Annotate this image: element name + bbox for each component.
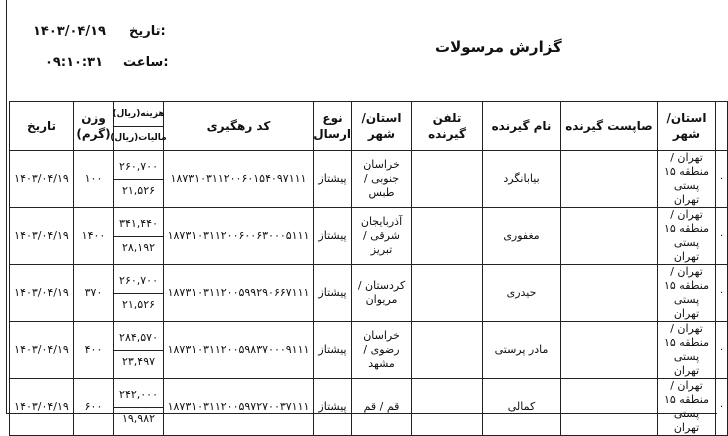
row-weight bbox=[74, 322, 114, 379]
row-origin bbox=[658, 265, 716, 322]
row-dot-text: ۰ bbox=[718, 173, 725, 184]
table-row bbox=[10, 151, 728, 208]
row-sender bbox=[561, 379, 658, 436]
row-cost: ۲۶۰,۷۰۰ bbox=[114, 269, 163, 294]
row-weight-text: ۳۷۰ bbox=[84, 286, 103, 299]
row-dot-text: ۰ bbox=[718, 401, 725, 412]
row-send-type-text: پیشتاز bbox=[318, 343, 347, 356]
report-time-label: ساعت: bbox=[123, 55, 169, 70]
row-tracking-code bbox=[164, 379, 314, 436]
row-destination-text: خراسان رضوی / مشهد bbox=[363, 329, 400, 370]
row-date-text: ۱۴۰۳/۰۴/۱۹ bbox=[14, 400, 69, 413]
col-header-date: تاریخ bbox=[10, 102, 74, 151]
report-date-value: ۱۴۰۳/۰۴/۱۹ bbox=[33, 24, 106, 39]
row-tracking-code bbox=[164, 265, 314, 322]
row-receiver-phone bbox=[412, 322, 483, 379]
row-date-text: ۱۴۰۳/۰۴/۱۹ bbox=[14, 172, 69, 185]
col-header-receiver-name: نام گیرنده bbox=[483, 102, 561, 151]
row-receiver-name bbox=[483, 265, 561, 322]
row-date-text: ۱۴۰۳/۰۴/۱۹ bbox=[14, 229, 69, 242]
row-destination-text: قم / قم bbox=[363, 400, 400, 413]
row-receiver-name bbox=[483, 379, 561, 436]
row-origin-text: تهران / منطقه ۱۵ پستی تهران bbox=[663, 151, 710, 206]
row-destination bbox=[352, 322, 412, 379]
row-destination bbox=[352, 379, 412, 436]
row-amount bbox=[114, 151, 164, 208]
row-weight bbox=[74, 379, 114, 436]
col-header-send-type: نوع ارسال bbox=[314, 102, 352, 151]
table-row bbox=[10, 265, 728, 322]
col-header-weight: وزن (گرم) bbox=[74, 102, 114, 151]
row-send-type-text: پیشتاز bbox=[318, 286, 347, 299]
col-header-tracking: کد رهگیری bbox=[164, 102, 314, 151]
row-receiver-phone bbox=[412, 151, 483, 208]
row-sender bbox=[561, 208, 658, 265]
row-weight-text: ۴۰۰ bbox=[84, 343, 103, 356]
row-tracking-code bbox=[164, 151, 314, 208]
row-dot-text: ۰ bbox=[718, 344, 725, 355]
row-dot bbox=[716, 379, 728, 436]
row-tracking-code-text: ۱۸۷۳۱۰۳۱۱۲۰۰۶۰۰۶۳۰۰۰۵۱۱۱ bbox=[167, 229, 310, 242]
row-origin bbox=[658, 379, 716, 436]
row-send-type bbox=[314, 265, 352, 322]
row-receiver-name-text: حیدری bbox=[506, 286, 537, 299]
row-tax: ۲۱,۵۲۶ bbox=[121, 184, 156, 198]
row-send-type-text: پیشتاز bbox=[318, 172, 347, 185]
row-send-type bbox=[314, 208, 352, 265]
row-send-type-text: پیشتاز bbox=[318, 400, 347, 413]
shipments-table bbox=[9, 101, 728, 436]
row-tax: ۲۳,۴۹۷ bbox=[121, 355, 156, 369]
row-amount bbox=[114, 208, 164, 265]
row-destination bbox=[352, 265, 412, 322]
row-tax: ۱۹,۹۸۲ bbox=[121, 412, 156, 426]
table-row bbox=[10, 208, 728, 265]
row-tax: ۲۱,۵۲۶ bbox=[121, 298, 156, 312]
row-date bbox=[10, 151, 74, 208]
row-cost: ۲۴۲,۰۰۰ bbox=[114, 383, 163, 408]
row-weight bbox=[74, 151, 114, 208]
row-origin bbox=[658, 208, 716, 265]
row-receiver-name-text: مغفوری bbox=[503, 229, 540, 242]
row-dot-text: ۰ bbox=[718, 230, 725, 241]
col-header-amount bbox=[110, 102, 167, 151]
row-origin bbox=[658, 322, 716, 379]
col-header-cost: هزینه(ریال) bbox=[114, 102, 163, 127]
row-receiver-phone bbox=[412, 379, 483, 436]
row-date bbox=[10, 379, 74, 436]
table-header-row bbox=[10, 102, 728, 151]
row-tracking-code-text: ۱۸۷۳۱۰۳۱۱۲۰۰۵۹۹۲۹۰۶۶۷۱۱۱ bbox=[167, 286, 310, 299]
col-header-origin: استان/ شهر bbox=[658, 102, 716, 151]
row-receiver-name bbox=[483, 151, 561, 208]
row-send-type bbox=[314, 151, 352, 208]
row-tracking-code-text: ۱۸۷۳۱۰۳۱۱۲۰۰۵۹۸۳۷۰۰۰۹۱۱۱ bbox=[167, 343, 310, 356]
row-sender bbox=[561, 322, 658, 379]
table-row bbox=[10, 322, 728, 379]
row-date bbox=[10, 265, 74, 322]
col-header-destination: استان/ شهر bbox=[352, 102, 412, 151]
col-header-tax: مالیات(ریال) bbox=[110, 133, 167, 144]
row-origin-text: تهران / منطقه ۱۵ پستی تهران bbox=[663, 379, 710, 434]
row-amount bbox=[114, 379, 164, 436]
row-dot bbox=[716, 208, 728, 265]
row-weight-text: ۶۰۰ bbox=[84, 400, 103, 413]
row-tracking-code bbox=[164, 322, 314, 379]
row-weight-text: ۱۰۰ bbox=[84, 172, 103, 185]
row-tax: ۲۸,۱۹۲ bbox=[121, 241, 156, 255]
row-destination-text: کردستان / مریوان bbox=[357, 279, 406, 306]
col-header-receiver-phone: تلفن گیرنده bbox=[412, 102, 483, 151]
row-destination bbox=[352, 208, 412, 265]
row-destination-text: آذربایجان شرقی / تبریز bbox=[360, 215, 403, 256]
row-weight bbox=[74, 208, 114, 265]
row-date bbox=[10, 322, 74, 379]
report-date-label: تاریخ: bbox=[129, 24, 166, 39]
row-sender bbox=[561, 151, 658, 208]
row-receiver-name-text: بیابانگرد bbox=[503, 172, 540, 185]
row-send-type-text: پیشتاز bbox=[318, 229, 347, 242]
row-date bbox=[10, 208, 74, 265]
row-sender bbox=[561, 265, 658, 322]
col-header-sender: صاپست گیرنده bbox=[561, 102, 658, 151]
row-receiver-name-text: کمالی bbox=[507, 400, 536, 413]
row-weight-text: ۱۴۰۰ bbox=[81, 229, 106, 242]
row-tracking-code-text: ۱۸۷۳۱۰۳۱۱۲۰۰۵۹۷۲۷۰۰۳۷۱۱۱ bbox=[167, 400, 310, 413]
row-destination bbox=[352, 151, 412, 208]
row-dot bbox=[716, 151, 728, 208]
row-cost: ۲۶۰,۷۰۰ bbox=[114, 155, 163, 180]
row-dot-text: ۰ bbox=[718, 287, 725, 298]
row-destination-text: خراسان جنوبی / طبس bbox=[363, 158, 400, 199]
row-dot bbox=[716, 322, 728, 379]
row-origin-text: تهران / منطقه ۱۵ پستی تهران bbox=[663, 208, 710, 263]
report-time-value: ۰۹:۱۰:۳۱ bbox=[45, 55, 104, 70]
table-row bbox=[10, 379, 728, 436]
row-receiver-name bbox=[483, 322, 561, 379]
row-receiver-name-text: مادر پرستی bbox=[494, 343, 549, 356]
row-receiver-phone bbox=[412, 208, 483, 265]
row-amount bbox=[114, 265, 164, 322]
row-tracking-code bbox=[164, 208, 314, 265]
row-date-text: ۱۴۰۳/۰۴/۱۹ bbox=[14, 343, 69, 356]
row-send-type bbox=[314, 322, 352, 379]
row-date-text: ۱۴۰۳/۰۴/۱۹ bbox=[14, 286, 69, 299]
row-cost: ۳۴۱,۴۴۰ bbox=[114, 212, 163, 237]
col-header-dot bbox=[716, 102, 728, 151]
report-title: گزارش مرسولات bbox=[435, 38, 562, 56]
row-receiver-name bbox=[483, 208, 561, 265]
row-weight bbox=[74, 265, 114, 322]
row-tracking-code-text: ۱۸۷۳۱۰۳۱۱۲۰۰۶۰۱۵۴۰۹۷۱۱۱ bbox=[170, 172, 307, 185]
row-dot bbox=[716, 265, 728, 322]
row-send-type bbox=[314, 379, 352, 436]
row-origin-text: تهران / منطقه ۱۵ پستی تهران bbox=[663, 322, 710, 377]
row-cost: ۲۸۴,۵۷۰ bbox=[114, 326, 163, 351]
row-origin-text: تهران / منطقه ۱۵ پستی تهران bbox=[663, 265, 710, 320]
row-origin bbox=[658, 151, 716, 208]
row-receiver-phone bbox=[412, 265, 483, 322]
row-amount bbox=[114, 322, 164, 379]
